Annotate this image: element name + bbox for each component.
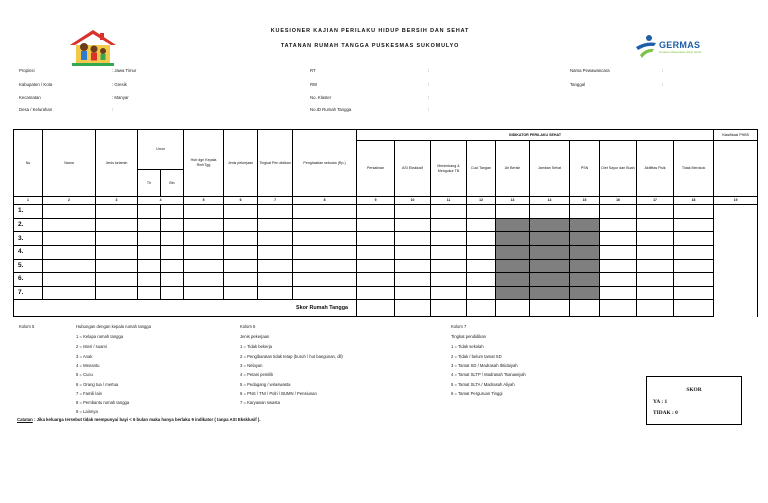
header-indicator-persalinan: Persalinan [357,141,395,196]
header-hubungan: Hub dgn Kepala RmhTgg [184,130,224,197]
info-value-kabupaten: : Gresik [112,82,127,87]
legend-item: 1 = Kelapa rumah tangga [76,334,124,339]
info-label-kecamatan: Kecamatan [19,95,41,100]
catatan-label: Catatan [17,417,33,422]
legend-kolom7-title: Kolom 7 [451,324,467,329]
row-label: 4. [14,245,43,259]
skor-box-ya: YA : 1 [653,399,668,405]
legend-item: 1 = Tidak sekolah [451,344,484,349]
colnum-4: 4 [138,196,184,204]
table-row [14,218,758,232]
info-label-rw: RW [310,82,318,87]
header-pendidikan: Tingkat Pen didikan [258,130,293,197]
table-row [14,245,758,259]
legend-item: 4 = Menantu [76,363,100,368]
info-value-id-rumah-tangga: : [428,107,430,112]
header-indicator-air-bersih: Air Bersih [496,141,530,196]
legend-item: 2 = Pengibaratan tidak tetap (buruh / hut bangunan, dll) [240,354,343,359]
legend-kolom5-title: Kolom 5 [19,324,35,329]
household-data-table [13,129,758,317]
info-value-rt: : [428,68,430,73]
phbs-house-logo [64,27,122,67]
colnum-15: 15 [570,196,600,204]
legend-kolom5-heading: Hubungan dengan kepala rumah tangga [76,324,151,329]
page-title-line1: KUESIONER KAJIAN PERILAKU HIDUP BERSIH DAN SEHAT [270,28,470,34]
catatan-text: : Jika keluarga tersebut tidak mempunyai bayi < 6 bulan maka hanya berlaku 9 indikator ( tanpa ASI Eksklusif ). [33,417,261,422]
table-row [14,232,758,246]
colnum-8: 8 [293,196,357,204]
info-value-rw: : [428,82,430,87]
legend-item: 6 = Tamat Perguruan Tinggi [451,391,503,396]
row-label: 3. [14,232,43,246]
header-pekerjaan: Jenis pekerjaan [224,130,258,197]
info-value-propinsi: : Jawa Timur [112,68,137,73]
colnum-3: 3 [96,196,138,204]
germas-figure-icon [634,33,658,61]
info-value-desa: : [112,107,114,112]
header-indicator-asi: ASI Eksklusif [395,141,431,196]
legend-item: 9 = Lainnya [76,409,98,414]
colnum-12: 12 [467,196,496,204]
legend-item: 4 = Petani pemilik [240,372,274,377]
info-label-id-rumah-tangga: No.ID Rumah Tangga [310,107,352,112]
info-label-propinsi: Propinsi [19,68,35,73]
colnum-5: 5 [184,196,224,204]
legend-kolom7-heading: Tingkat pendidikan [451,334,486,339]
colnum-17: 17 [637,196,674,204]
row-label: 7. [14,286,43,300]
skor-box [646,376,742,425]
colnum-1: 1 [14,196,43,204]
legend-item: 4 = Tamat SLTP / Madrasah Tsanawiyah [451,372,526,377]
catatan-note [17,417,261,422]
colnum-6: 6 [224,196,258,204]
colnum-7: 7 [258,196,293,204]
legend-item: 3 = Tamat SD / Madrasah Ibtidaiyah [451,363,518,368]
legend-item: 6 = PNS / TNI / Polri / BUMN / Pensiunan [240,391,317,396]
germas-logo [634,33,710,65]
legend-item: 5 = Tamat SLTA / Madrasah Aliyah [451,382,515,387]
header-indicator-merokok: Tidak Merokok [674,141,714,196]
legend-item: 3 = Nelayan [240,363,263,368]
table-row [14,273,758,287]
legend-item: 2 = Isteri / suami [76,344,107,349]
skor-box-tidak: TIDAK : 0 [653,410,678,416]
header-indicator-menimbang: Menimbang & Mengukur TB [431,141,467,196]
info-value-tanggal: : [662,82,664,87]
header-penghasilan: Penghasilan sebulan (Rp.) [293,130,357,197]
header-th: Th [138,169,161,196]
colnum-9: 9 [357,196,395,204]
legend-kolom6-heading: Jenis pekerjaan [240,334,270,339]
colnum-14: 14 [530,196,570,204]
row-label: 2. [14,218,43,232]
legend-item: 5 = Pedagang / wiraswasta [240,382,291,387]
header-bln: Bln [161,169,184,196]
info-value-klaster: : [428,95,430,100]
header-nama: Nama [43,130,96,197]
header-jenis-kelamin: Jenis kelamin [96,130,138,197]
colnum-16: 16 [600,196,637,204]
colnum-13: 13 [496,196,530,204]
header-indicator-jamban: Jamban Sehat [530,141,570,196]
table-row [14,205,758,219]
header-indicator-aktifitas: Aktifitas Fisik [637,141,674,196]
header-no: No [14,130,43,197]
header-umur: Umur [138,130,184,170]
info-label-rt: RT [310,68,316,73]
skor-rumah-tangga-label: Skor Rumah Tangga [14,300,357,317]
colnum-11: 11 [431,196,467,204]
row-label: 5. [14,259,43,273]
info-label-klaster: No. Klaster [310,95,332,100]
header-indicator-psn: PSN [570,141,600,196]
row-label: 6. [14,273,43,287]
legend-item: 3 = Anak [76,354,93,359]
legend-kolom6-title: Kolom 6 [240,324,256,329]
skor-box-title: SKOR [686,387,702,393]
germas-text: GERMAS [659,40,701,50]
header-indicator-cuci-tangan: Cuci Tangan [467,141,496,196]
legend-item: 5 = Cucu [76,372,93,377]
legend-item: 8 = Pembantu rumah tangga [76,400,130,405]
header-indikator: INDIKATOR PERILAKU SEHAT [357,130,714,141]
info-label-desa: Desa / Kelurahan [19,107,53,112]
info-value-pewawancara: : [662,68,664,73]
info-label-kabupaten: Kabupaten / Kota [19,82,53,87]
header-klasifikasi: Klasifikasi PHBS [714,130,758,141]
colnum-10: 10 [395,196,431,204]
info-label-tanggal: Tanggal [570,82,586,87]
colnum-19: 19 [714,196,758,204]
legend-item: 2 = Tidak / belum tamat SD [451,354,502,359]
table-row [14,259,758,273]
legend-item: 6 = Orang tua / mertua [76,382,119,387]
legend-item: 7 = Famili lain [76,391,102,396]
germas-subtext: Gerakan Masyarakat Hidup Sehat [659,50,702,54]
info-label-pewawancara: Nama Pewawancara [570,68,610,73]
row-label: 1. [14,205,43,219]
colnum-2: 2 [43,196,96,204]
legend-item: 1 = Tidak bekerja [240,344,273,349]
info-value-kecamatan: : Manyar [112,95,129,100]
table-row [14,286,758,300]
page-title-line2: TATANAN RUMAH TANGGA PUSKESMAS SUKOMULYO [280,43,460,49]
colnum-18: 18 [674,196,714,204]
header-indicator-diet: Diet Sayur dan Buah [600,141,637,196]
legend-item: 7 = Karyawan swasta [240,400,280,405]
